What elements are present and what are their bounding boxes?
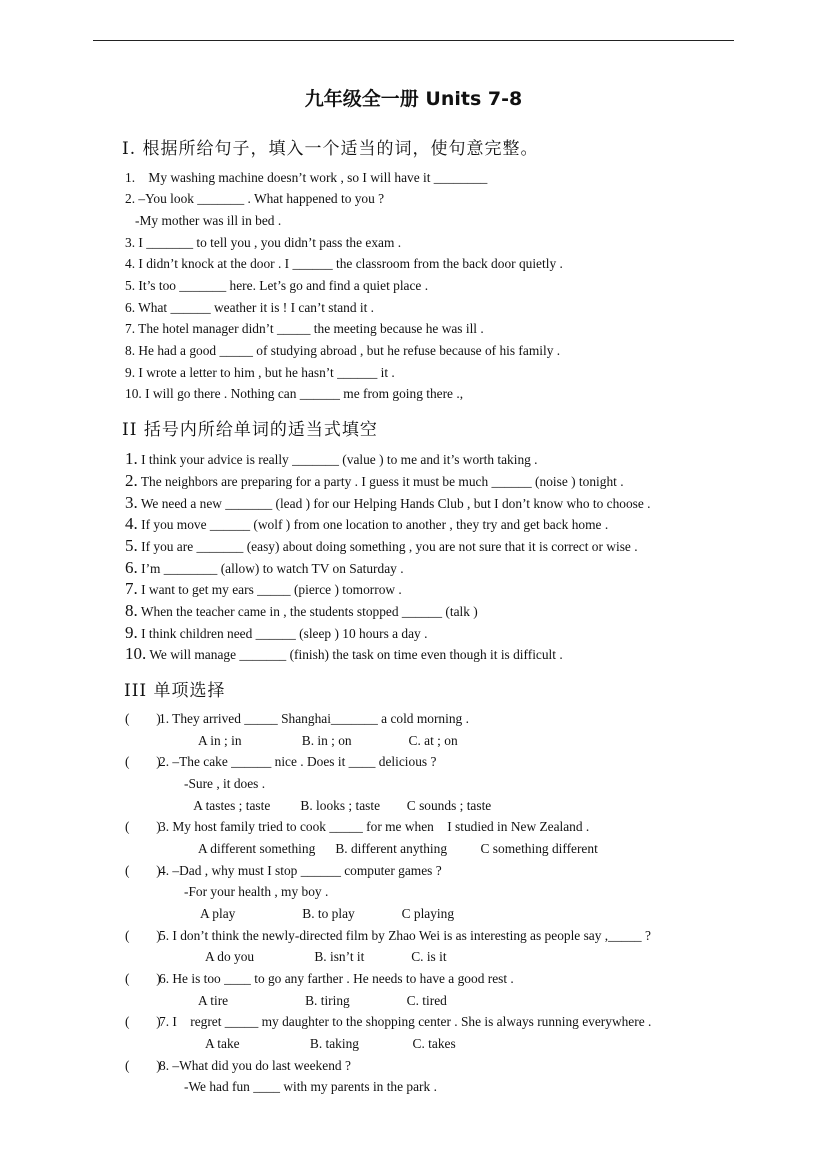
- s1-item: 2. –You look _______ . What happened to you ?: [125, 191, 385, 206]
- s1-item: 5. It’s too _______ here. Let’s go and find a quiet place .: [125, 278, 429, 293]
- s2-item: 10. We will manage _______ (finish) the task on time even though it is difficult .: [125, 644, 563, 663]
- s3-question: ( )8. –What did you do last weekend ?: [125, 1058, 351, 1073]
- section-1-heading: I. 根据所给句子，填入一个适当的词，使句意完整。: [122, 139, 539, 159]
- s2-item: 9. I think children need ______ (sleep ) 10 hours a day .: [125, 623, 428, 642]
- s3-question: ( )1. They arrived _____ Shanghai_______ a cold morning .: [125, 711, 469, 726]
- s2-item: 5. If you are _______ (easy) about doing something , you are not sure that it is correct or wise .: [125, 536, 638, 555]
- s2-item: 4. If you move ______ (wolf ) from one location to another , they try and get back home .: [125, 514, 609, 533]
- s3-question: ( )7. I regret _____ my daughter to the shopping center . She is always running everywhere .: [125, 1014, 652, 1029]
- s1-item: 4. I didn’t knock at the door . I ______ the classroom from the back door quietly .: [125, 256, 563, 271]
- s1-item: 7. The hotel manager didn’t _____ the meeting because he was ill .: [125, 321, 484, 336]
- s1-item: 1. My washing machine doesn’t work , so I will have it ________: [125, 170, 488, 185]
- s3-options: A do you B. isn’t it C. is it: [205, 949, 447, 964]
- s3-question: ( )3. My host family tried to cook _____ for me when I studied in New Zealand .: [125, 819, 590, 834]
- s1-item: 8. He had a good _____ of studying abroad , but he refuse because of his family .: [125, 343, 561, 358]
- section-2-heading: II 括号内所给单词的适当式填空: [122, 420, 378, 440]
- s3-answer: -We had fun ____ with my parents in the park .: [184, 1079, 437, 1094]
- s3-question: ( )4. –Dad , why must I stop ______ computer games ?: [125, 863, 442, 878]
- s2-item: 2. The neighbors are preparing for a party . I guess it must be much ______ (noise ) tonight .: [125, 471, 624, 490]
- s1-item: 10. I will go there . Nothing can ______ me from going there .,: [125, 386, 464, 401]
- s1-item: 3. I _______ to tell you , you didn’t pass the exam .: [125, 235, 402, 250]
- s2-item: 1. I think your advice is really _______ (value ) to me and it’s worth taking .: [125, 449, 538, 468]
- s3-answer: -For your health , my boy .: [184, 884, 329, 899]
- s3-options: A take B. taking C. takes: [205, 1036, 456, 1051]
- header-rule: [93, 40, 734, 41]
- page-title: 九年级全一册 Units 7-8: [304, 88, 523, 110]
- s3-question: ( )5. I don’t think the newly-directed film by Zhao Wei is as interesting as people say ,_____ ?: [125, 928, 651, 943]
- s3-options: A in ; in B. in ; on C. at ; on: [198, 733, 458, 748]
- s3-options: A tastes ; taste B. looks ; taste C sounds ; taste: [184, 798, 492, 813]
- s2-item: 7. I want to get my ears _____ (pierce ) tomorrow .: [125, 579, 402, 598]
- s1-item: -My mother was ill in bed .: [125, 213, 282, 228]
- s3-options: A play B. to play C playing: [184, 906, 455, 921]
- s2-item: 8. When the teacher came in , the students stopped ______ (talk ): [125, 601, 478, 620]
- s1-item: 9. I wrote a letter to him , but he hasn’t ______ it .: [125, 365, 395, 380]
- section-3-heading: III 单项选择: [124, 681, 226, 701]
- s3-options: A tire B. tiring C. tired: [198, 993, 447, 1008]
- s2-item: 3. We need a new _______ (lead ) for our Helping Hands Club , but I don’t know who to choose .: [125, 493, 651, 512]
- s3-question: ( )6. He is too ____ to go any farther . He needs to have a good rest .: [125, 971, 514, 986]
- s3-question: ( )2. –The cake ______ nice . Does it ____ delicious ?: [125, 754, 437, 769]
- s3-options: A different something B. different anything C something different: [198, 841, 598, 856]
- s1-item: 6. What ______ weather it is ! I can’t stand it .: [125, 300, 375, 315]
- s3-answer: -Sure , it does .: [184, 776, 266, 791]
- s2-item: 6. I’m ________ (allow) to watch TV on Saturday .: [125, 558, 404, 577]
